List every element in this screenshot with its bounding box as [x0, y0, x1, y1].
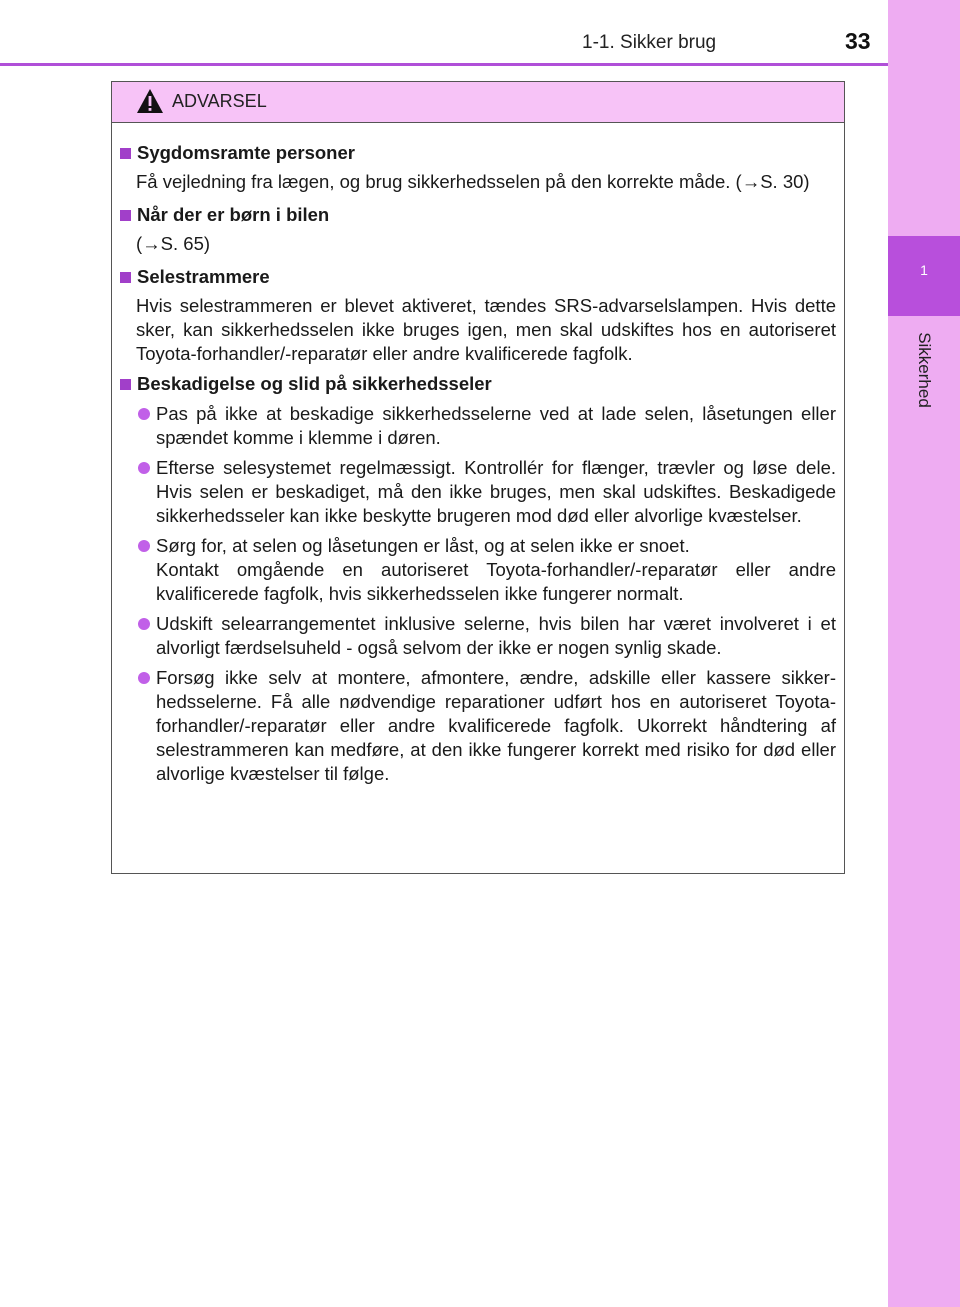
square-bullet-icon — [120, 272, 131, 283]
chapter-side-tab — [888, 0, 960, 1307]
warning-content — [112, 123, 844, 786]
list-item — [138, 456, 836, 528]
list-item-text: Forsøg ikke selv at montere, afmontere, ændre, adskille eller kassere sikker-hedsselerne. Få alle nødvendige reparationer udført hos en autoriseret Toyota-forhandler/-reparatør eller andre kvalificerede fagfolk. Ukorrekt håndtering af selestrammeren kan medføre, at den ikke fungerer korrekt med risiko for død eller alvorlige kvæstelser til følge. — [156, 667, 836, 784]
square-bullet-icon — [120, 379, 131, 390]
list-item — [138, 534, 836, 606]
warning-box — [111, 81, 845, 874]
list-item — [138, 402, 836, 450]
section-heading — [120, 265, 836, 289]
page-number: 33 — [845, 28, 871, 54]
header-rule — [0, 63, 888, 66]
warning-title: ADVARSEL — [172, 91, 267, 111]
list-item-text: Udskift selearrangementet inklusive selerne, hvis bilen har været involveret i et alvorligt færdselsuheld - også selvom der ikke er nogen synlig skade. — [156, 613, 836, 658]
section-title: 1-1. Sikker brug — [582, 32, 717, 53]
warning-triangle-icon — [136, 88, 164, 114]
square-bullet-icon — [120, 148, 131, 159]
list-item — [138, 612, 836, 660]
round-bullet-icon — [138, 540, 150, 552]
section-heading-text: Beskadigelse og slid på sikkerhedsseler — [137, 373, 492, 394]
section-heading — [120, 372, 836, 396]
section-heading — [120, 141, 836, 165]
round-bullet-icon — [138, 672, 150, 684]
round-bullet-icon — [138, 408, 150, 420]
warning-header — [112, 82, 844, 123]
list-item-text: Sørg for, at selen og låsetungen er låst, og at selen ikke er snoet. — [156, 535, 690, 556]
section-heading-text: Når der er børn i bilen — [137, 204, 330, 225]
section-heading — [120, 203, 836, 227]
chapter-label: Sikkerhed — [915, 332, 934, 408]
round-bullet-icon — [138, 618, 150, 630]
section-text: (→S. 65) — [136, 233, 211, 254]
square-bullet-icon — [120, 210, 131, 221]
round-bullet-icon — [138, 462, 150, 474]
list-item-text: Efterse selesystemet regelmæssigt. Kontrollér for flænger, trævler og løse dele. Hvis selen er beskadiget, må den ikke bruges, men skal udskiftes. Beskadigede sikkerhedsseler kan ikke beskytte brugeren mod død eller alvorlige kvæstelser. — [156, 457, 836, 526]
list-item-text: Pas på ikke at beskadige sikkerhedsselerne ved at lade selen, låsetungen eller spændet komme i klemme i døren. — [156, 403, 836, 448]
section-heading-text: Selestrammere — [137, 266, 270, 287]
chapter-number: 1 — [920, 262, 928, 278]
section-text: Hvis selestrammeren er blevet aktiveret, tændes SRS-advarselslampen. Hvis dette sker, kan sikkerhedsselen ikke bruges igen, men skal udskiftes hos en autoriseret Toyota-forhandler/-reparatør eller andre kvalificerede fagfolk. — [136, 295, 836, 364]
section-heading-text: Sygdomsramte personer — [137, 142, 355, 163]
section-text: Få vejledning fra lægen, og brug sikkerhedsselen på den korrekte måde. (→S. 30) — [136, 171, 810, 192]
list-item-text: Kontakt omgående en autoriseret Toyota-forhandler/-reparatør eller andre kvalificerede fagfolk, hvis sikkerhedsselen ikke fungerer normalt. — [156, 559, 836, 604]
page-header — [0, 0, 888, 66]
list-item — [138, 666, 836, 786]
